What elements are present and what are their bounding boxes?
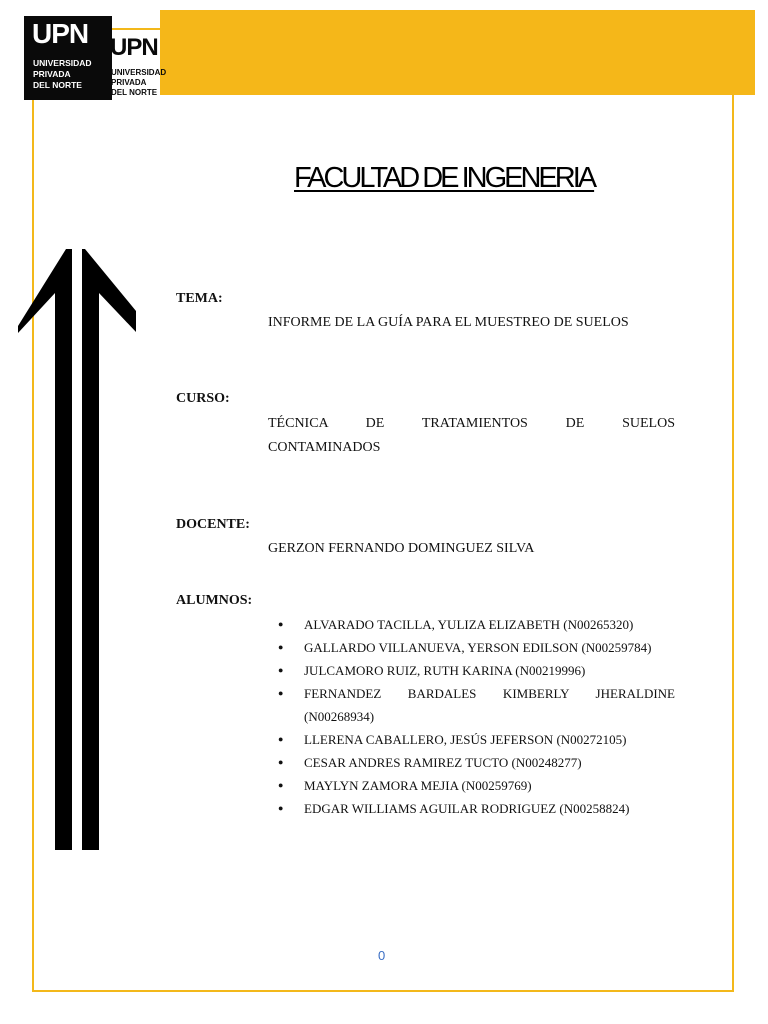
list-item: ● ALVARADO TACILLA, YULIZA ELIZABETH (N00265320) (278, 613, 675, 636)
curso-value-line-1: TÉCNICA DE TRATAMIENTOS DE SUELOS (268, 416, 675, 431)
logo-line-2: PRIVADA (111, 78, 147, 87)
list-item: ● JULCAMORO RUIZ, RUTH KARINA (N00219996) (278, 659, 675, 682)
list-item: ● LLERENA CABALLERO, JESÚS JEFERSON (N00272105) (278, 728, 675, 751)
double-arrow-icon (14, 246, 140, 854)
docente-label: DOCENTE: (176, 517, 250, 532)
list-item: ● EDGAR WILLIAMS AGUILAR RODRIGUEZ (N00258824) (278, 797, 675, 820)
logo-line-1: UNIVERSIDAD (33, 58, 92, 68)
tema-value: INFORME DE LA GUÍA PARA EL MUESTREO DE SUELOS (268, 315, 629, 330)
upn-logo (24, 16, 112, 100)
tema-label: TEMA: (176, 291, 223, 306)
curso-value-line-2: CONTAMINADOS (268, 440, 381, 455)
students-list (278, 613, 675, 820)
faculty-title: FACULTAD DE INGENERIA (294, 162, 595, 194)
curso-label: CURSO: (176, 391, 230, 406)
logo-text: UPN (32, 18, 89, 49)
logo-line-1: UNIVERSIDAD (111, 68, 167, 77)
upn-logo-secondary (110, 34, 166, 98)
header-accent-bar (160, 10, 755, 95)
page-number: 0 (378, 948, 386, 963)
logo-line-3: DEL NORTE (111, 88, 158, 97)
list-item: ● CESAR ANDRES RAMIREZ TUCTO (N00248277) (278, 751, 675, 774)
list-item: ● MAYLYN ZAMORA MEJIA (N00259769) (278, 774, 675, 797)
logo-line-2: PRIVADA (33, 69, 71, 79)
list-item: ● FERNANDEZ BARDALES KIMBERLY JHERALDINE (N00268934) (278, 682, 675, 728)
logo-text: UPN (110, 34, 158, 61)
list-item: ● GALLARDO VILLANUEVA, YERSON EDILSON (N00259784) (278, 636, 675, 659)
docente-value: GERZON FERNANDO DOMINGUEZ SILVA (268, 541, 535, 556)
alumnos-label: ALUMNOS: (176, 593, 253, 608)
logo-line-3: DEL NORTE (33, 80, 82, 90)
